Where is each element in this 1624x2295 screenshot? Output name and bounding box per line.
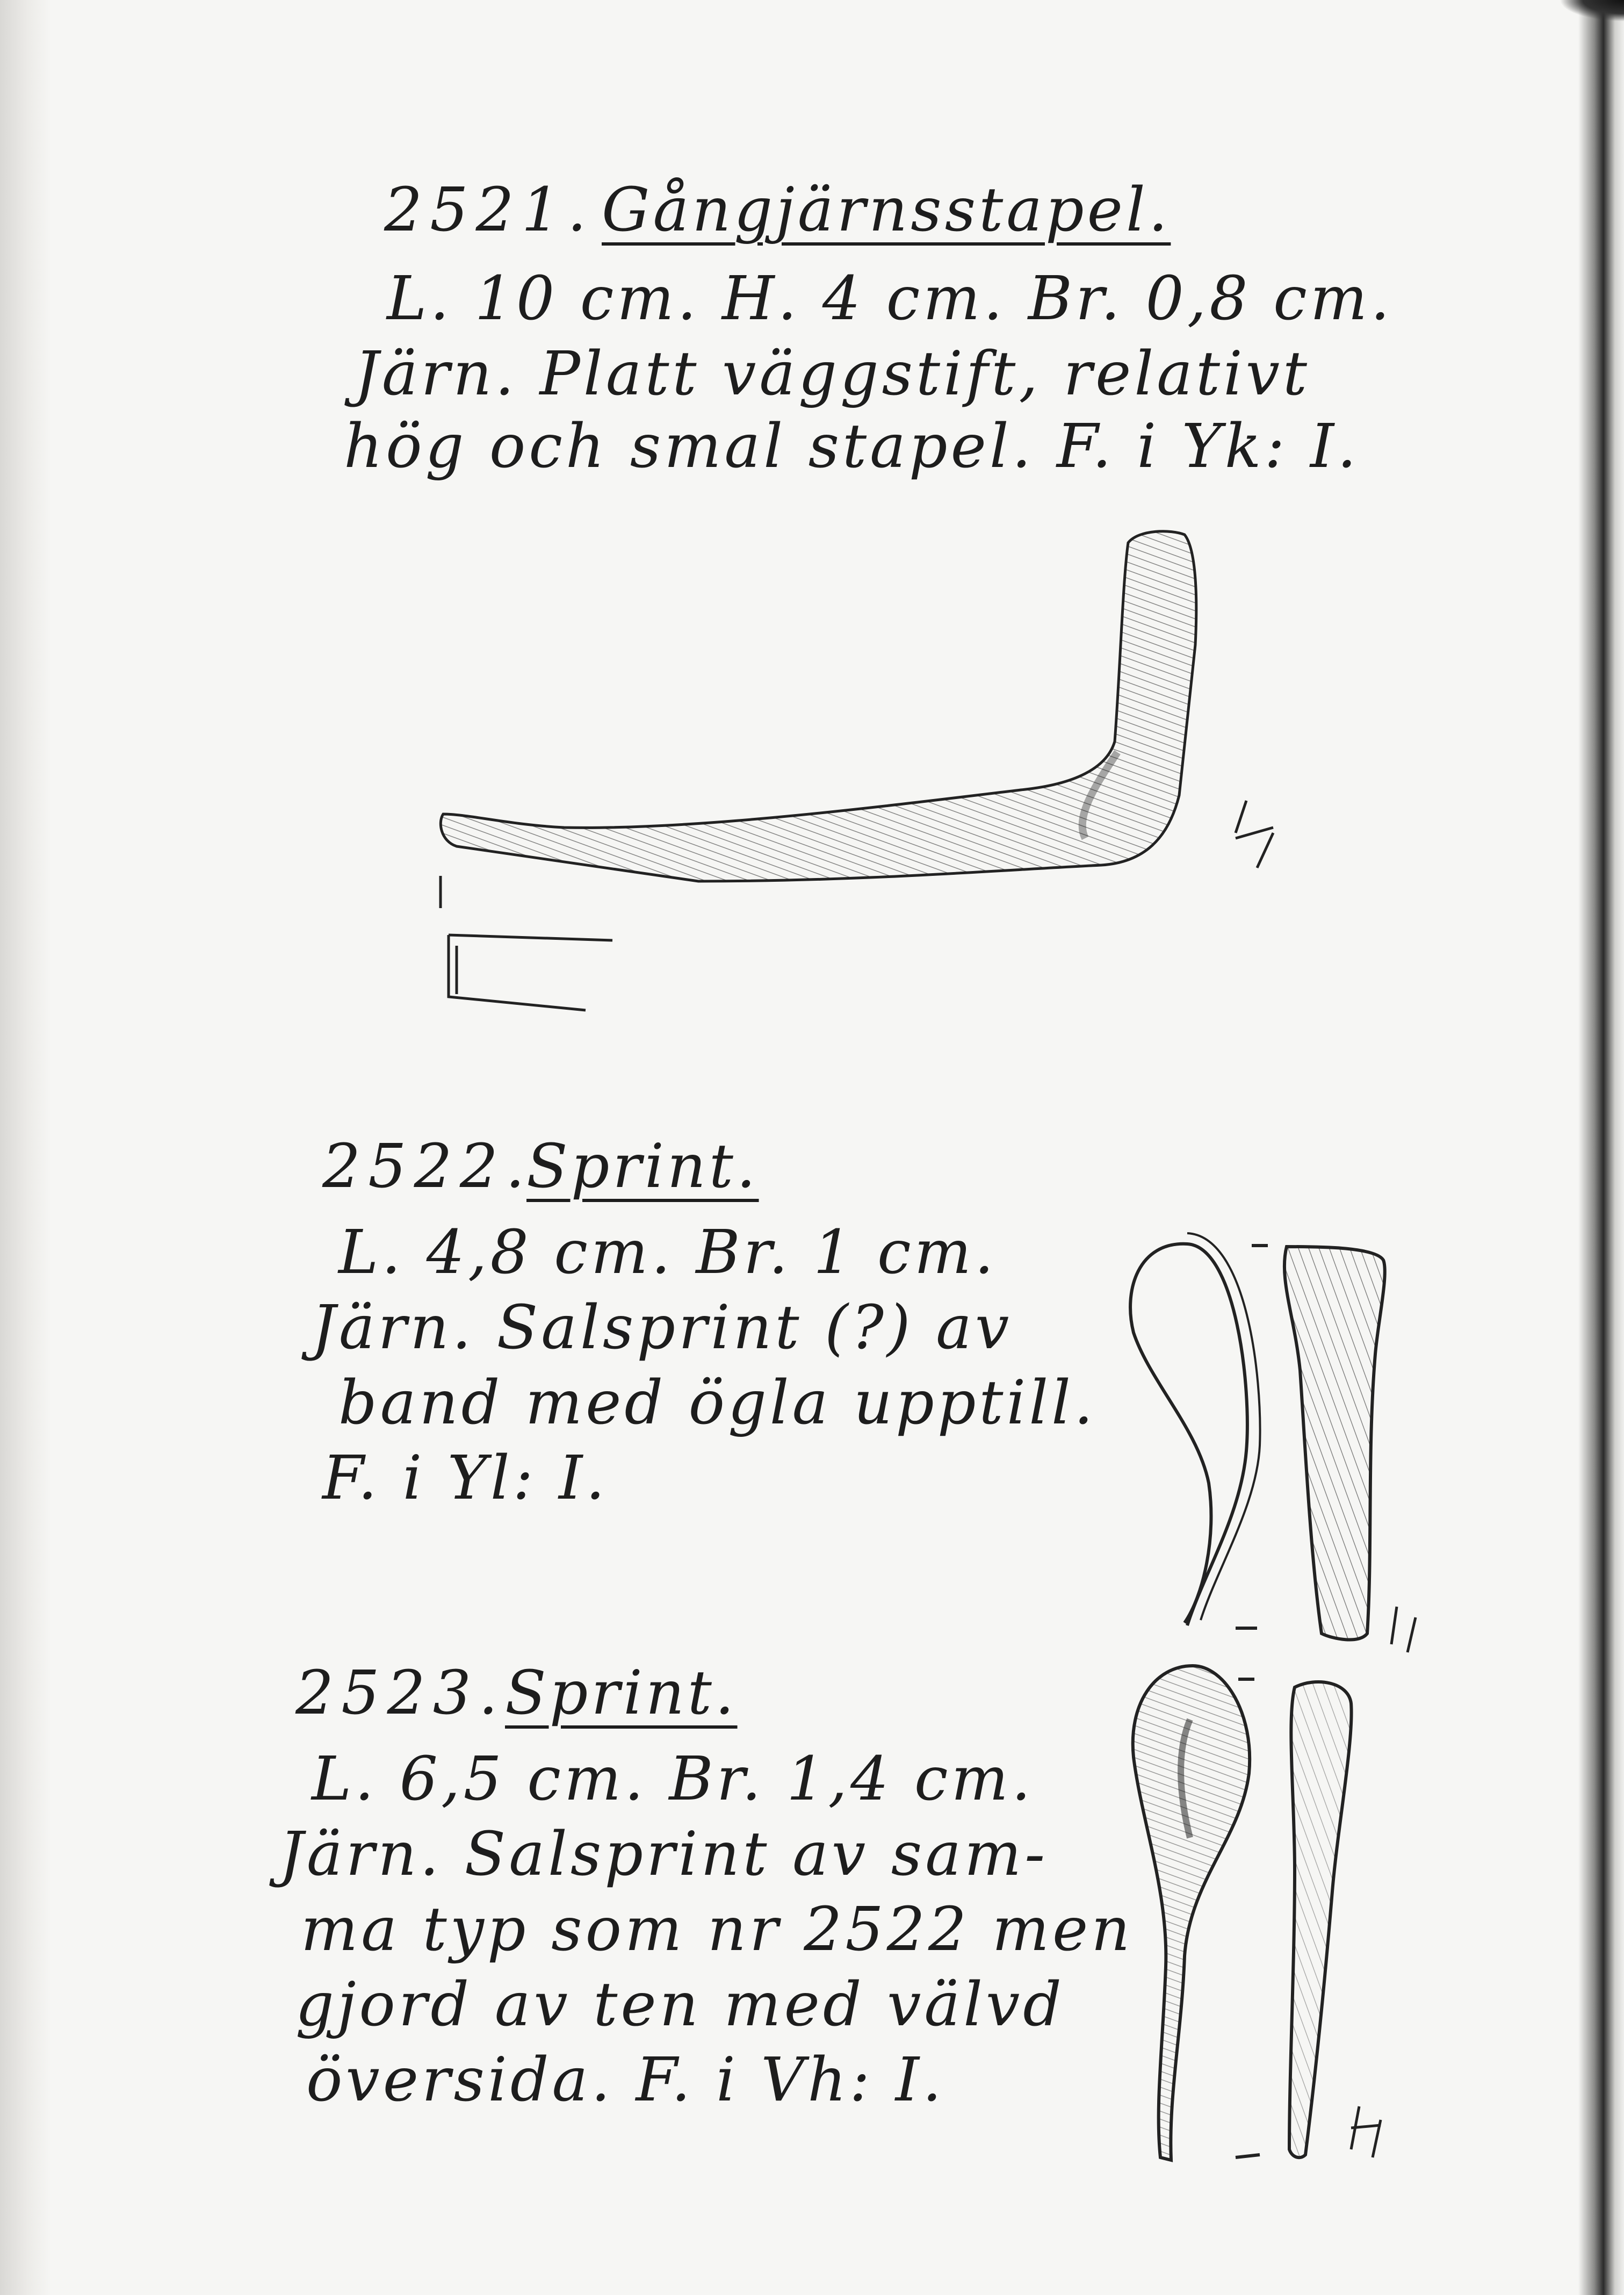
- entry-description-line: Järn. Salsprint (?) av: [312, 1293, 1013, 1363]
- entry-description-line: Järn. Platt väggstift, relativt: [355, 339, 1311, 409]
- entry-description-line: översida. F. i Vh: I.: [306, 2045, 945, 2115]
- entry-description-line: Järn. Salsprint av sam-: [279, 1819, 1049, 1889]
- hinge-staple-sketch: [441, 531, 1196, 881]
- entry-title: Gångjärnsstapel.: [602, 175, 1171, 245]
- split-pin-2522-side-sketch: [1130, 1233, 1268, 1628]
- split-pin-2523-side-sketch: [1133, 1666, 1260, 2160]
- scale-mark-2523: [1351, 2106, 1381, 2157]
- scale-label-2523: [1348, 2106, 1359, 2107]
- entry-description-line: F. i Yl: I.: [322, 1443, 608, 1513]
- entry-number: 2522.: [322, 1132, 532, 1202]
- entry-number: 2521.: [384, 175, 594, 245]
- scale-mark-2522: [1391, 1607, 1416, 1652]
- entry-title: Sprint.: [505, 1658, 738, 1728]
- entry-title: Sprint.: [526, 1132, 759, 1202]
- hinge-staple-profile-sketch: [441, 876, 612, 1010]
- entry-dimensions: L. 4,8 cm. Br. 1 cm.: [338, 1218, 997, 1287]
- entry-description-line: hög och smal stapel. F. i Yk: I.: [344, 412, 1360, 481]
- entry-dimensions: L. 6,5 cm. Br. 1,4 cm.: [312, 1744, 1034, 1814]
- split-pin-2522-front-sketch: [1284, 1247, 1385, 1640]
- split-pin-2523-front-sketch: [1289, 1682, 1352, 2157]
- entry-number: 2523.: [295, 1658, 506, 1728]
- entry-description-line: ma typ som nr 2522 men: [301, 1895, 1134, 1965]
- entry-description-line: band med ögla upptill.: [338, 1368, 1096, 1438]
- scale-mark-2521: [1236, 801, 1273, 868]
- entry-dimensions: L. 10 cm. H. 4 cm. Br. 0,8 cm.: [387, 264, 1393, 334]
- entry-description-line: gjord av ten med välvd: [295, 1970, 1065, 2040]
